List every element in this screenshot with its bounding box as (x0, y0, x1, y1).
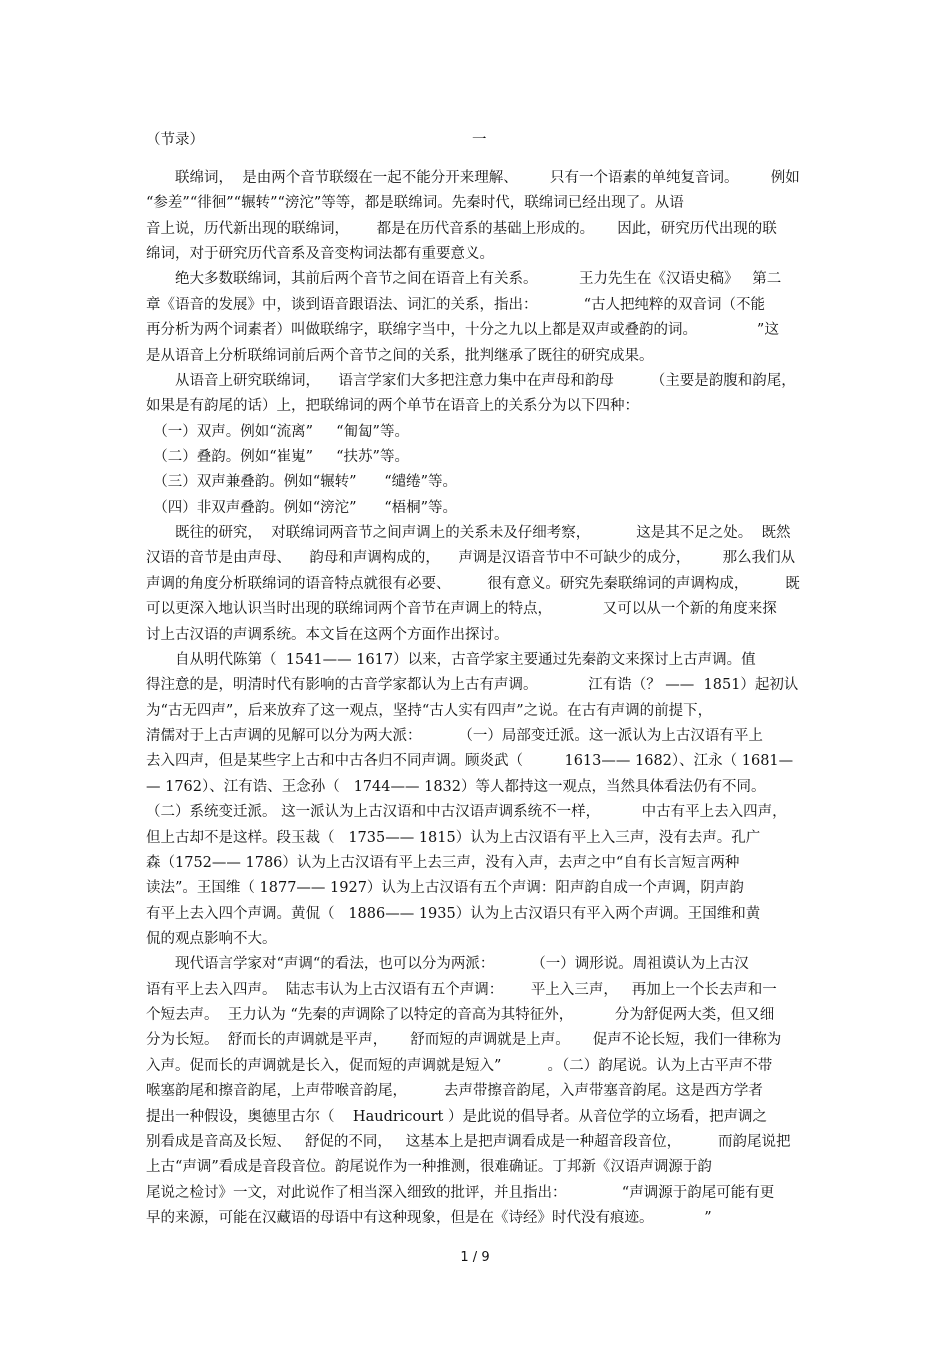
paragraph-line: （四）非双声叠韵。例如“滂沱” “梧桐”等。 (146, 500, 458, 516)
paragraph-line: 音上说，历代新出现的联绵词， 都是在历代音系的基础上形成的。 因此，研究历代出现的联 (146, 221, 777, 237)
paragraph-line: （三）双声兼叠韵。例如“辗转” “缱绻”等。 (146, 474, 458, 490)
paragraph-line: 讨上古汉语的声调系统。本文旨在这两个方面作出探讨。 (146, 627, 509, 643)
paragraph-line: 提出一种假设，奥德里古尔（ Haudricourt ）是此说的倡导者。从音位学的立场看，把声调之 (146, 1109, 767, 1125)
paragraph-line: 绵词，对于研究历代音系及音变构词法都有重要意义。 (146, 246, 494, 262)
paragraph-line: （一）双声。例如“流离” “匍匐”等。 (146, 424, 409, 440)
paragraph-line: 上古“声调”看成是音段音位。韵尾说作为一种推测，很难确证。丁邦新《汉语声调源于韵 (146, 1159, 712, 1175)
paragraph-line: — 1762）、江有诰、王念孙（ 1744—— 1832）等人都持这一观点，当然具体看法仍有不同。 (146, 779, 766, 795)
paragraph-line: 侃的观点影响不大。 (146, 931, 277, 947)
paragraph-line: 清儒对于上古声调的见解可以分为两大派： （一）局部变迁派。这一派认为上古汉语有平上 (146, 728, 763, 744)
paragraph-line: 尾说之检讨》一文，对此说作了相当深入细致的批评，并且指出： “声调源于韵尾可能有更 (146, 1185, 775, 1201)
paragraph-line: 去入四声，但是某些字上古和中古各归不同声调。顾炎武（ 1613—— 1682）、江永（ 1681— (146, 753, 794, 769)
paragraph-line: （二）叠韵。例如“崔嵬” “扶苏”等。 (146, 449, 409, 465)
paragraph-line: 再分析为两个词素者）叫做联绵字，联绵字当中，十分之九以上都是双声或叠韵的词。 ”这 (146, 322, 779, 338)
paragraph-line: 有平上去入四个声调。黄侃（ 1886—— 1935）认为上古汉语只有平入两个声调。王国维和黄 (146, 906, 761, 922)
paragraph-line: 自从明代陈第（ 1541—— 1617）以来，古音学家主要通过先秦韵文来探讨上古声调。值 (146, 652, 756, 668)
paragraph-line: 联绵词， 是由两个音节联缀在一起不能分开来理解、 只有一个语素的单纯复音词。 例如 (146, 170, 800, 186)
header-excerpt-label: （节录） (146, 132, 204, 148)
paragraph-line: 现代语言学家对“声调“的看法，也可以分为两派： （一）调形说。周祖谟认为上古汉 (146, 956, 749, 972)
paragraph-line: 是从语音上分析联绵词前后两个音节之间的关系，批判继承了既往的研究成果。 (146, 348, 654, 364)
paragraph-line: 声调的角度分析联绵词的语音特点就很有必要、 很有意义。研究先秦联绵词的声调构成， 既 (146, 576, 800, 592)
paragraph-line: 既往的研究， 对联绵词两音节之间声调上的关系未及仔细考察， 这是其不足之处。 既然 (146, 525, 791, 541)
paragraph-line: 汉语的音节是由声母、 韵母和声调构成的， 声调是汉语音节中不可缺少的成分， 那么我们从 (146, 550, 796, 566)
paragraph-line: 如果是有韵尾的话）上，把联绵词的两个单节在语音上的关系分为以下四种： (146, 398, 639, 414)
paragraph-line: 从语音上研究联绵词， 语言学家们大多把注意力集中在声母和韵母 （主要是韵腹和韵尾， (146, 373, 796, 389)
page-number: 1 / 9 (460, 1250, 490, 1265)
paragraph-line: 为“古无四声”，后来放弃了这一观点，坚持“古人实有四声”之说。在古有声调的前提下， (146, 703, 713, 719)
paragraph-line: 入声。促而长的声调就是长入，促而短的声调就是短入” 。（二）韵尾说。认为上古平声不带 (146, 1058, 773, 1074)
paragraph-line: 语有平上去入四声。 陆志韦认为上古汉语有五个声调： 平上入三声， 再加上一个长去声和一 (146, 982, 777, 998)
paragraph-line: （二）系统变迁派。 这一派认为上古汉语和中古汉语声调系统不一样， 中古有平上去入四声， (146, 804, 787, 820)
paragraph-line: 章《语音的发展》中，谈到语音跟语法、词汇的关系，指出： “古人把纯粹的双音词（不能 (146, 297, 766, 313)
paragraph-line: 分为长短。 舒而长的声调就是平声， 舒而短的声调就是上声。 促声不论长短，我们一律称为 (146, 1032, 782, 1048)
paragraph-line: 别看成是音高及长短、 舒促的不同， 这基本上是把声调看成是一种超音段音位， 而韵尾说把 (146, 1134, 791, 1150)
paragraph-line: 可以更深入地认识当时出现的联绵词两个音节在声调上的特点， 又可以从一个新的角度来探 (146, 601, 777, 617)
section-number: 一 (472, 132, 487, 148)
paragraph-line: “参差”“徘徊”“辗转”“滂沱”等等，都是联绵词。先秦时代，联绵词已经出现了。从语 (146, 195, 684, 211)
paragraph-line: 喉塞韵尾和擦音韵尾，上声带喉音韵尾， 去声带擦音韵尾，入声带塞音韵尾。这是西方学者 (146, 1083, 763, 1099)
paragraph-line: 读法”。王国维（ 1877—— 1927）认为上古汉语有五个声调：阳声韵自成一个声调，阴声韵 (146, 880, 744, 896)
paragraph-line: 个短去声。 王力认为 “先秦的声调除了以特定的音高为其特征外， 分为舒促两大类，但又细 (146, 1007, 775, 1023)
paragraph-line: 绝大多数联绵词，其前后两个音节之间在语音上有关系。 王力先生在《汉语史稿》 第二 (146, 271, 782, 287)
paragraph-line: 但上古却不是这样。段玉裁（ 1735—— 1815）认为上古汉语有平上入三声，没有去声。孔广 (146, 830, 761, 846)
paragraph-line: 森（1752—— 1786）认为上古汉语有平上去三声，没有入声，去声之中“自有长言短言两种 (146, 855, 740, 871)
paragraph-line: 早的来源，可能在汉藏语的母语中有这种现象，但是在《诗经》时代没有痕迹。 ” (146, 1210, 712, 1226)
paragraph-line: 得注意的是，明清时代有影响的古音学家都认为上古有声调。 江有诰（？ —— 1851）起初认 (146, 677, 799, 693)
